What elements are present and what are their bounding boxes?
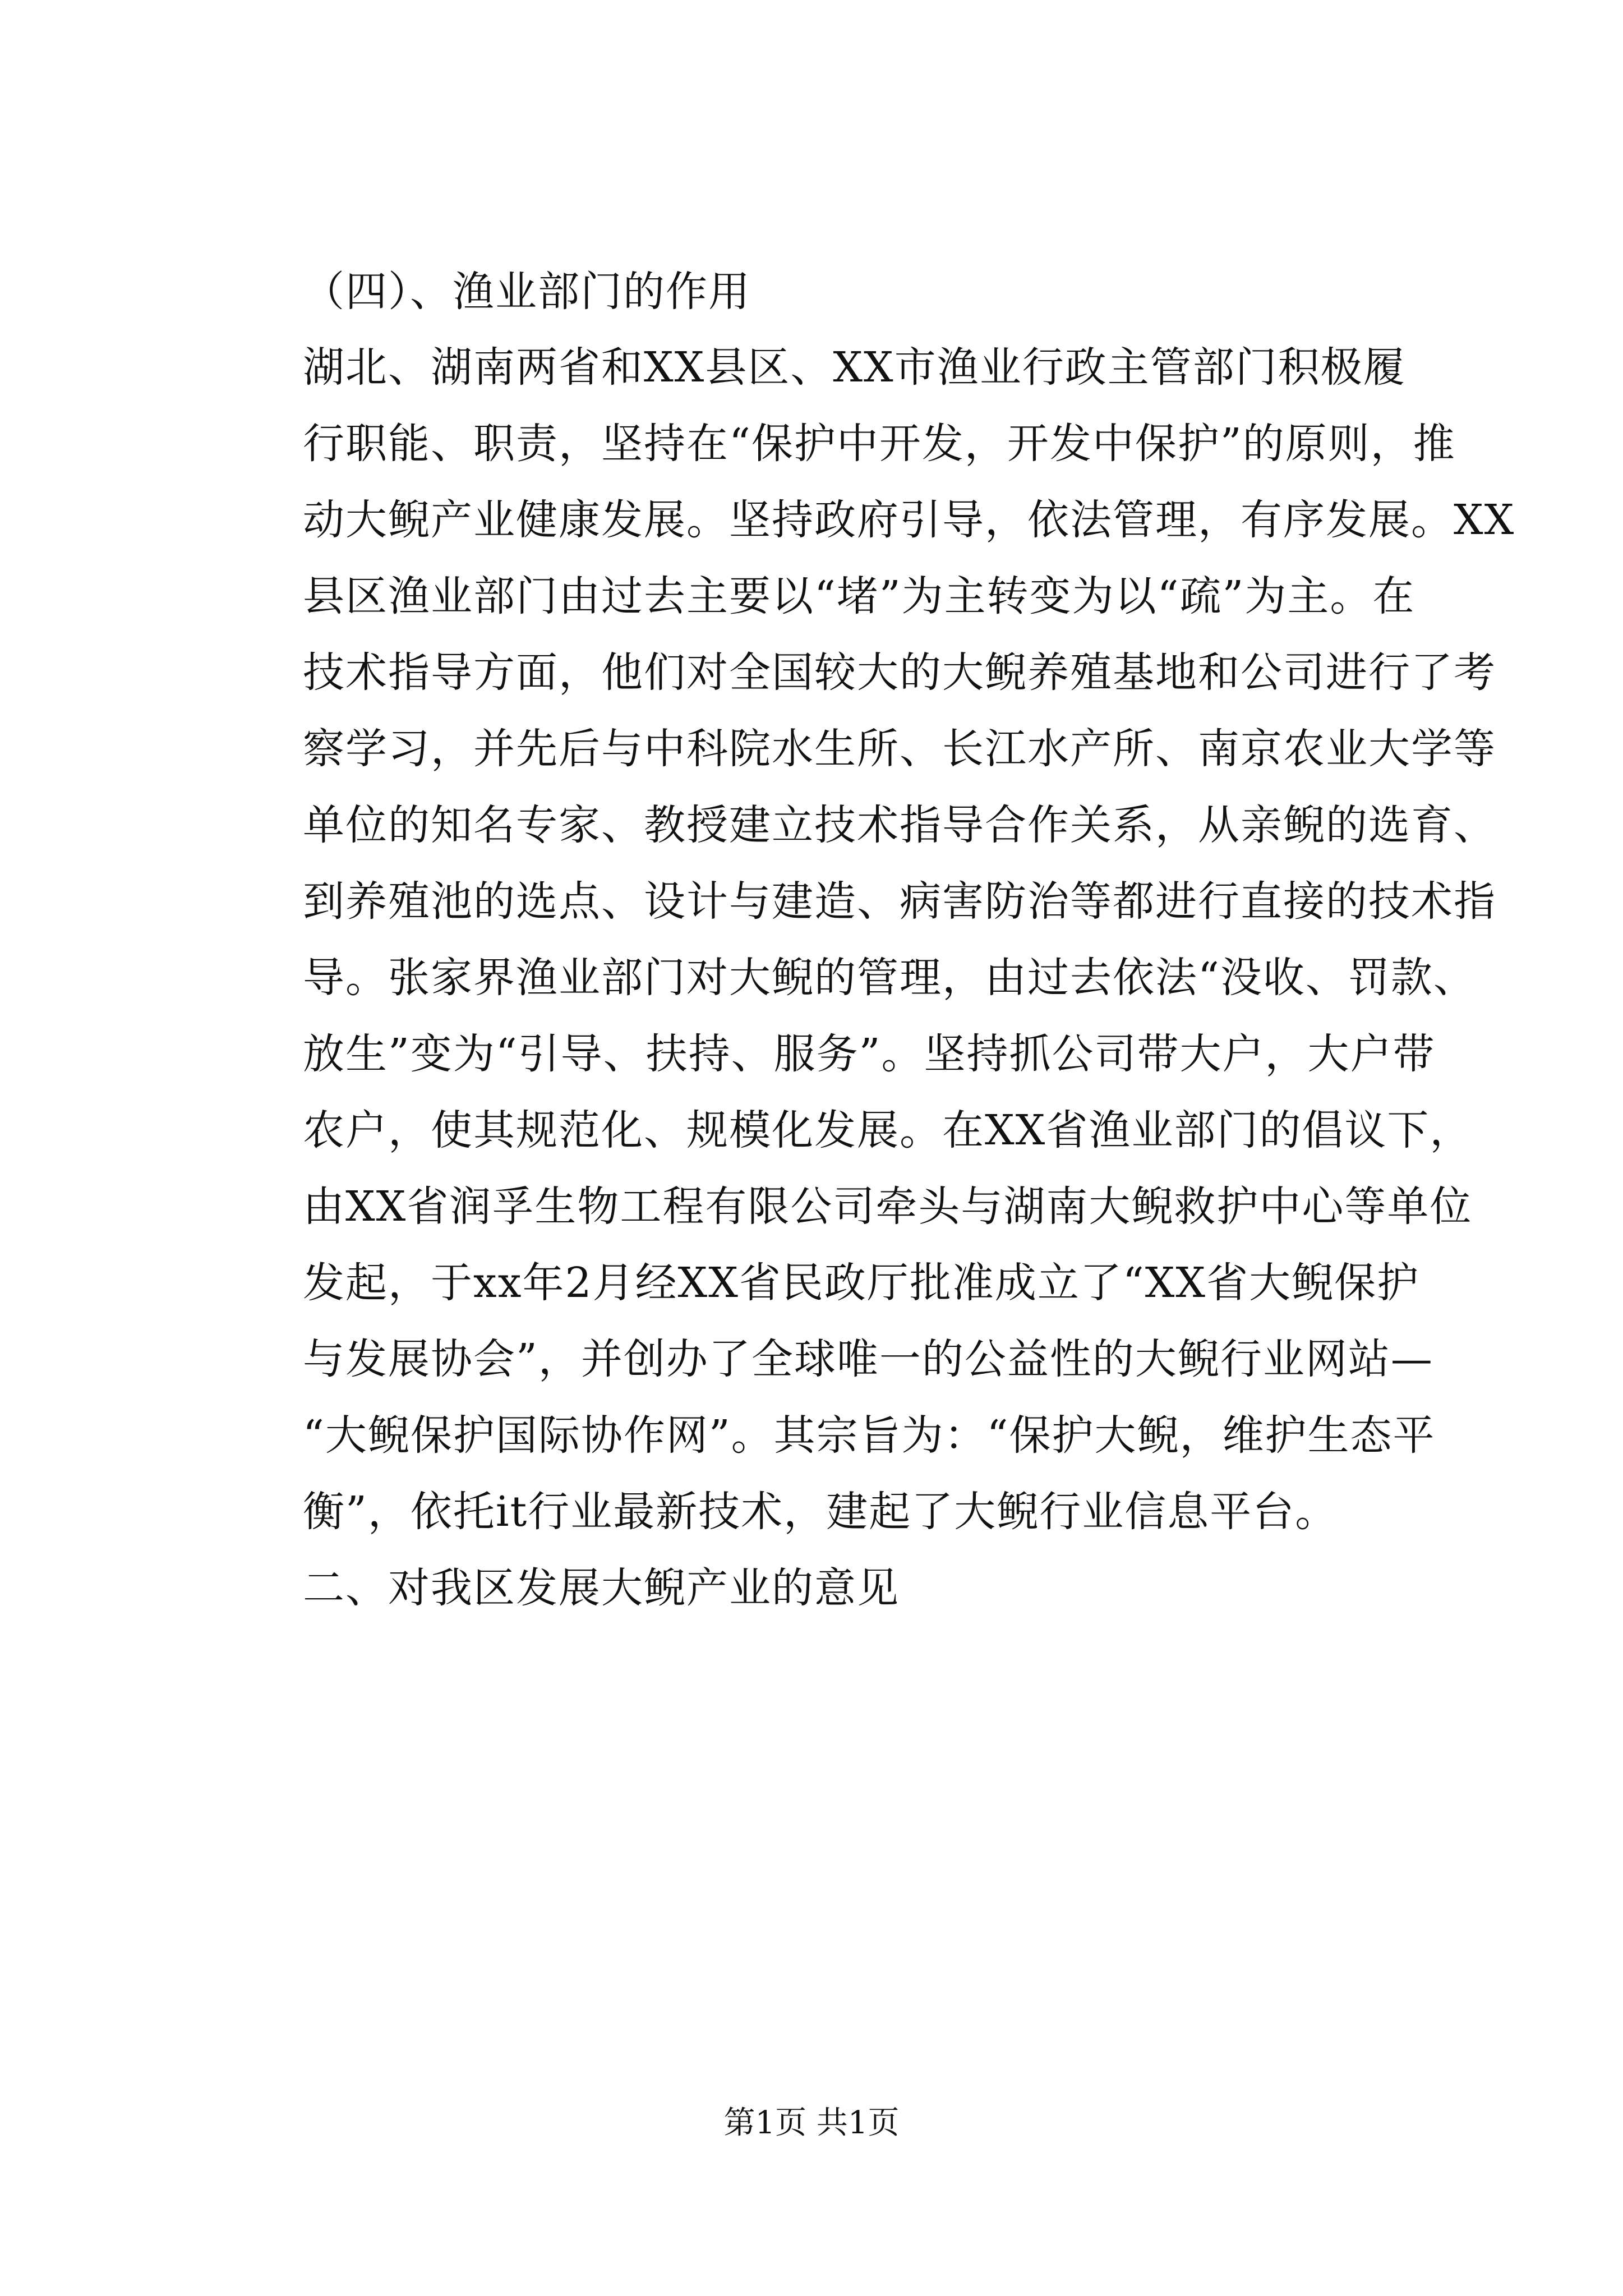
paragraph-line: 技术指导方面，他们对全国较大的大鲵养殖基地和公司进行了考 — [303, 648, 1496, 697]
paragraph-line: 放生”变为“引导、扶持、服务”。坚持抓公司带大户，大户带 — [303, 1030, 1436, 1078]
paragraph-line: 到养殖池的选点、设计与建造、病害防治等都进行直接的技术指 — [303, 877, 1496, 926]
paragraph-line: 县区渔业部门由过去主要以“堵”为主转变为以“疏”为主。在 — [303, 572, 1415, 620]
paragraph-line: 与发展协会”，并创办了全球唯一的公益性的大鲵行业网站— — [303, 1335, 1433, 1383]
paragraph-line: 察学习，并先后与中科院水生所、长江水产所、南京农业大学等 — [303, 725, 1496, 773]
paragraph-line: “大鲵保护国际协作网”。其宗旨为：“保护大鲵，维护生态平 — [303, 1411, 1436, 1460]
page-number-label: 第1页 共1页 — [723, 2105, 900, 2141]
paragraph-line: 导。张家界渔业部门对大鲵的管理，由过去依法“没收、罚款、 — [303, 954, 1476, 1002]
paragraph-line: 衡”，依托it行业最新技术，建起了大鲵行业信息平台。 — [303, 1488, 1338, 1536]
paragraph-line: 动大鲵产业健康发展。坚持政府引导，依法管理，有序发展。XX — [303, 496, 1515, 544]
paragraph-line: 湖北、湖南两省和XX县区、XX市渔业行政主管部门积极履 — [303, 343, 1406, 392]
section-heading: 二、对我区发展大鲵产业的意见 — [303, 1564, 900, 1612]
paragraph-line: 发起，于xx年2月经XX省民政厅批准成立了“XX省大鲵保护 — [303, 1259, 1420, 1307]
paragraph-line: 农户，使其规范化、规模化发展。在XX省渔业部门的倡议下， — [303, 1106, 1473, 1154]
paragraph-line: 由XX省润孚生物工程有限公司牵头与湖南大鲵救护中心等单位 — [303, 1182, 1473, 1231]
paragraph-line: 单位的知名专家、教授建立技术指导合作关系，从亲鲵的选育、 — [303, 801, 1496, 849]
subsection-heading: （四）、渔业部门的作用 — [303, 268, 751, 316]
paragraph-line: 行职能、职责，坚持在“保护中开发，开发中保护”的原则，推 — [303, 420, 1456, 468]
page-footer — [0, 2101, 1623, 2146]
